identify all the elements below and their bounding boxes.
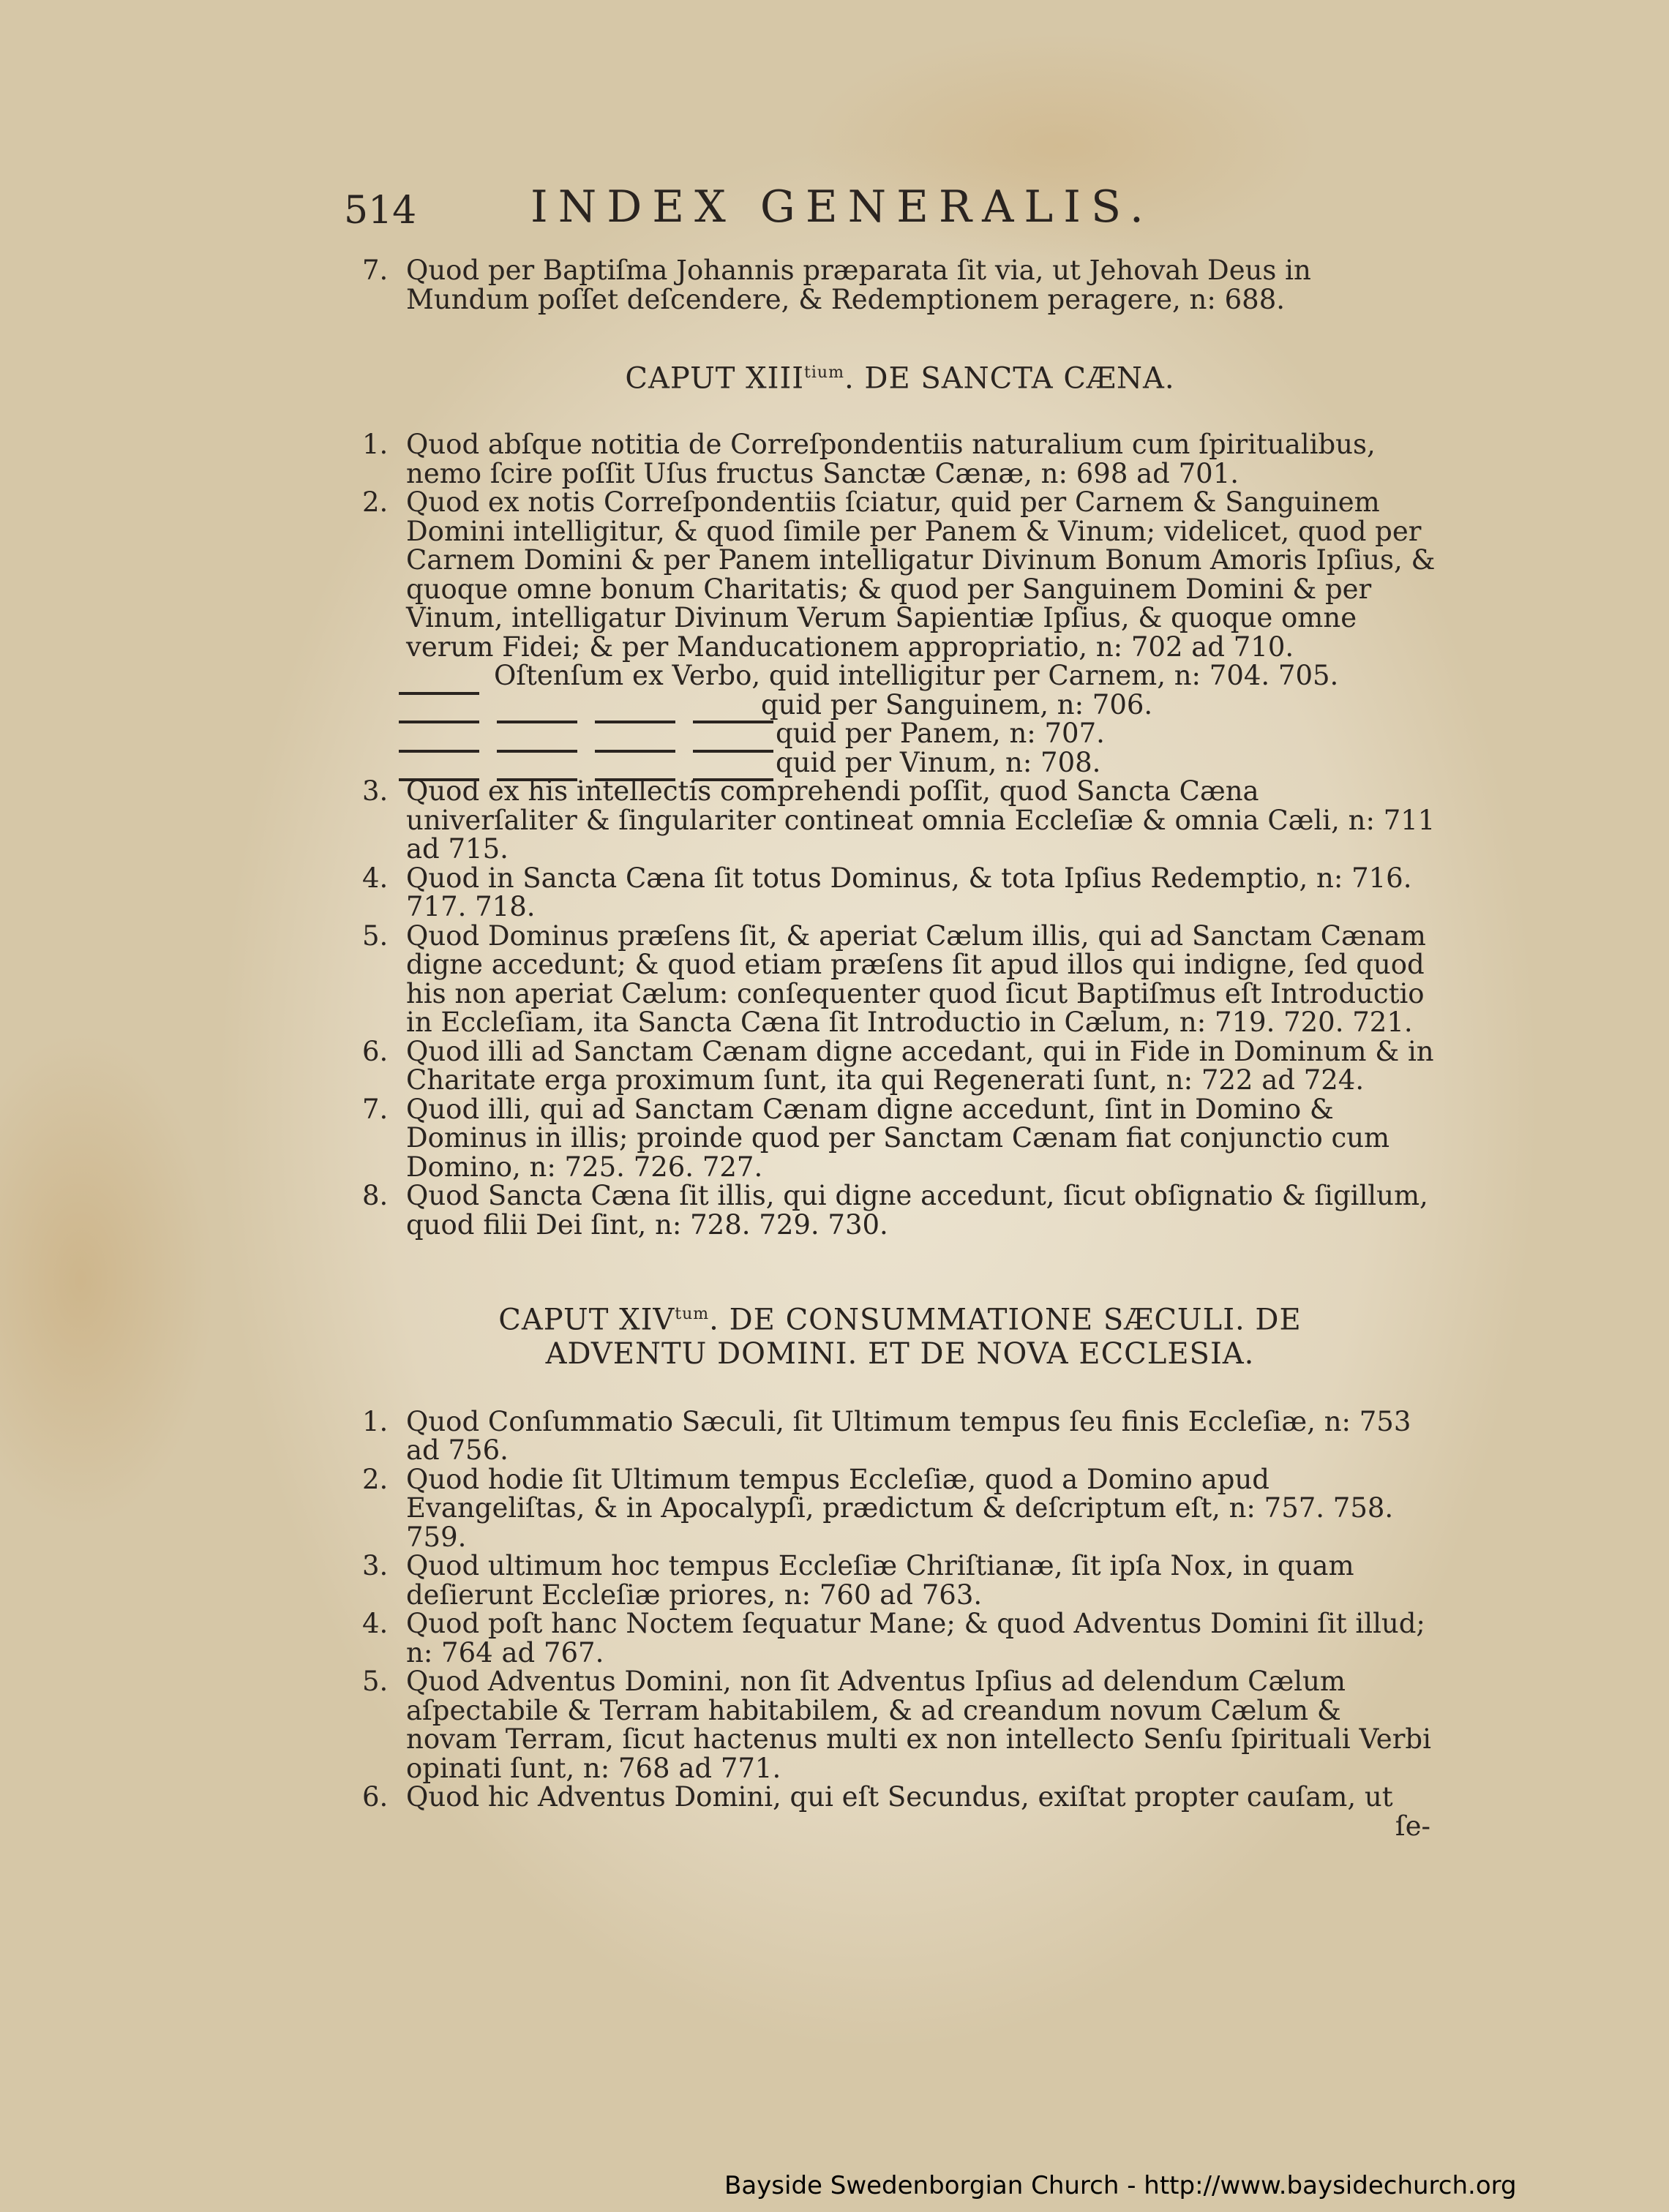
list-item: 6. Quod hic Adventus Domini, qui eſt Secundus, exiſtat propter cauſam, ut [362,1781,1393,1813]
list-item: 1. Quod abſque notitia de Correſpondentiis naturalium cum ſpiritualibus, nemo ſcire poſſit Uſus fructus Sanctæ Cænæ, n: 698 ad 701. [362,429,1376,489]
list-item: 6. Quod illi ad Sanctam Cænam digne accedant, qui in Fide in Dominum & in Charitate erga proximum ſunt, ita qui Regenerati ſunt, n: 722 ad 724. [362,1035,1434,1096]
dash-line: quid per Sanguinem, n: 706. [362,691,1438,720]
caput-13-heading: CAPUT $XIII^{tium}$. DE SANCTA CÆNA. [625,361,1175,396]
item-text: Quod per Baptiſma Johannis præparata ſit via, ut Jehovah Deus in Mundum poſſet deſcendere, & Redemptionem peragere, n: 688. [406,255,1311,315]
watermark-footer: Bayside Swedenborgian Church - http://www.baysidechurch.org [724,2171,1517,2200]
list-item: 8. Quod Sancta Cæna ſit illis, qui digne accedunt, ſicut obſignatio & ſigillum, quod filii Dei ſint, n: 728. 729. 730. [362,1180,1428,1241]
list-item: 3. Quod ex his intellectis comprehendi poſſit, quod Sancta Cæna univerſaliter & ſingulariter contineat omnia Eccleſiæ & omnia Cæli, n: 711 ad 715. [362,775,1436,865]
intro-item [362,256,1438,314]
dash-line: Oſtenſum ex Verbo, quid intelligitur per Carnem, n: 704. 705. [362,661,1438,691]
page-number: 514 [344,189,417,233]
list-item: 1. Quod Conſummatio Sæculi, ſit Ultimum tempus ſeu finis Eccleſiæ, n: 753 ad 756. [362,1405,1411,1467]
list-item: 2. Quod ex notis Correſpondentiis ſciatur, quid per Carnem & Sanguinem Domini intelligitur, & quod ſimile per Panem & Vinum; videlicet, quod per Carnem Domini & per Panem intelligatur Divinum Bonum Amoris Ipſius, & quoque omne bonum Charitatis; & quod per Sanguinem Domini & per Vinum, intelligatur Divinum Verum Sapientiæ Ipſius, & quoque omne verum Fidei; & per Manducationem appropriatio, n: 702 ad 710. [362,486,1436,663]
list-item: 4. Quod poſt hanc Noctem ſequatur Mane; & quod Adventus Domini ſit illud; n: 764 ad 767. [362,1608,1425,1669]
list-item: 4. Quod in Sancta Cæna ſit totus Dominus, & tota Ipſius Redemptio, n: 716. 717. 718. [362,862,1412,923]
page-header [344,181,1456,240]
item-number: 7. [362,255,389,286]
list-item: 7. Quod illi, qui ad Sanctam Cænam digne accedunt, ſint in Domino & Dominus in illis; proinde quod per Sanctam Cænam fiat conjunctio cum Domino, n: 725. 726. 727. [362,1093,1390,1183]
catchword: ſe- [1395,1810,1430,1842]
page-content [362,256,1438,1840]
dash-line: quid per Vinum, n: 708. [362,748,1438,778]
caput-14-heading: CAPUT $XIV^{tum}$. DE CONSUMMATIONE SÆCULI. DE ADVENTU DOMINI. ET DE NOVA ECCLESIA. [498,1303,1302,1371]
list-item: 2. Quod hodie ſit Ultimum tempus Eccleſiæ, quod a Domino apud Evangeliſtas, & in Apocalypſi, prædictum & deſcriptum eſt, n: 757. 758. 759. [362,1463,1394,1553]
dash-line: quid per Panem, n: 707. [362,719,1438,748]
list-item: 5. Quod Dominus præſens ſit, & aperiat Cælum illis, qui ad Sanctam Cænam digne accedunt; & quod etiam præſens ſit apud illos qui indigne, ſed quod his non aperiat Cælum: conſequenter quod ſicut Baptiſmus eſt Introductio in Eccleſiam, ita Sancta Cæna ſit Introductio in Cælum, n: 719. 720. 721. [362,919,1426,1039]
list-item: 3. Quod ultimum hoc tempus Eccleſiæ Chriſtianæ, ſit ipſa Nox, in quam deſierunt Eccleſiæ priores, n: 760 ad 763. [362,1550,1354,1611]
running-head: INDEX GENERALIS. [530,181,1155,233]
list-item: 5. Quod Adventus Domini, non ſit Adventus Ipſius ad delendum Cælum aſpectabile & Terram habitabilem, & ad creandum novum Cælum & novam Terram, ſicut hactenus multi ex non intellecto Senſu ſpirituali Verbi opinati ſunt, n: 768 ad 771. [362,1666,1431,1784]
